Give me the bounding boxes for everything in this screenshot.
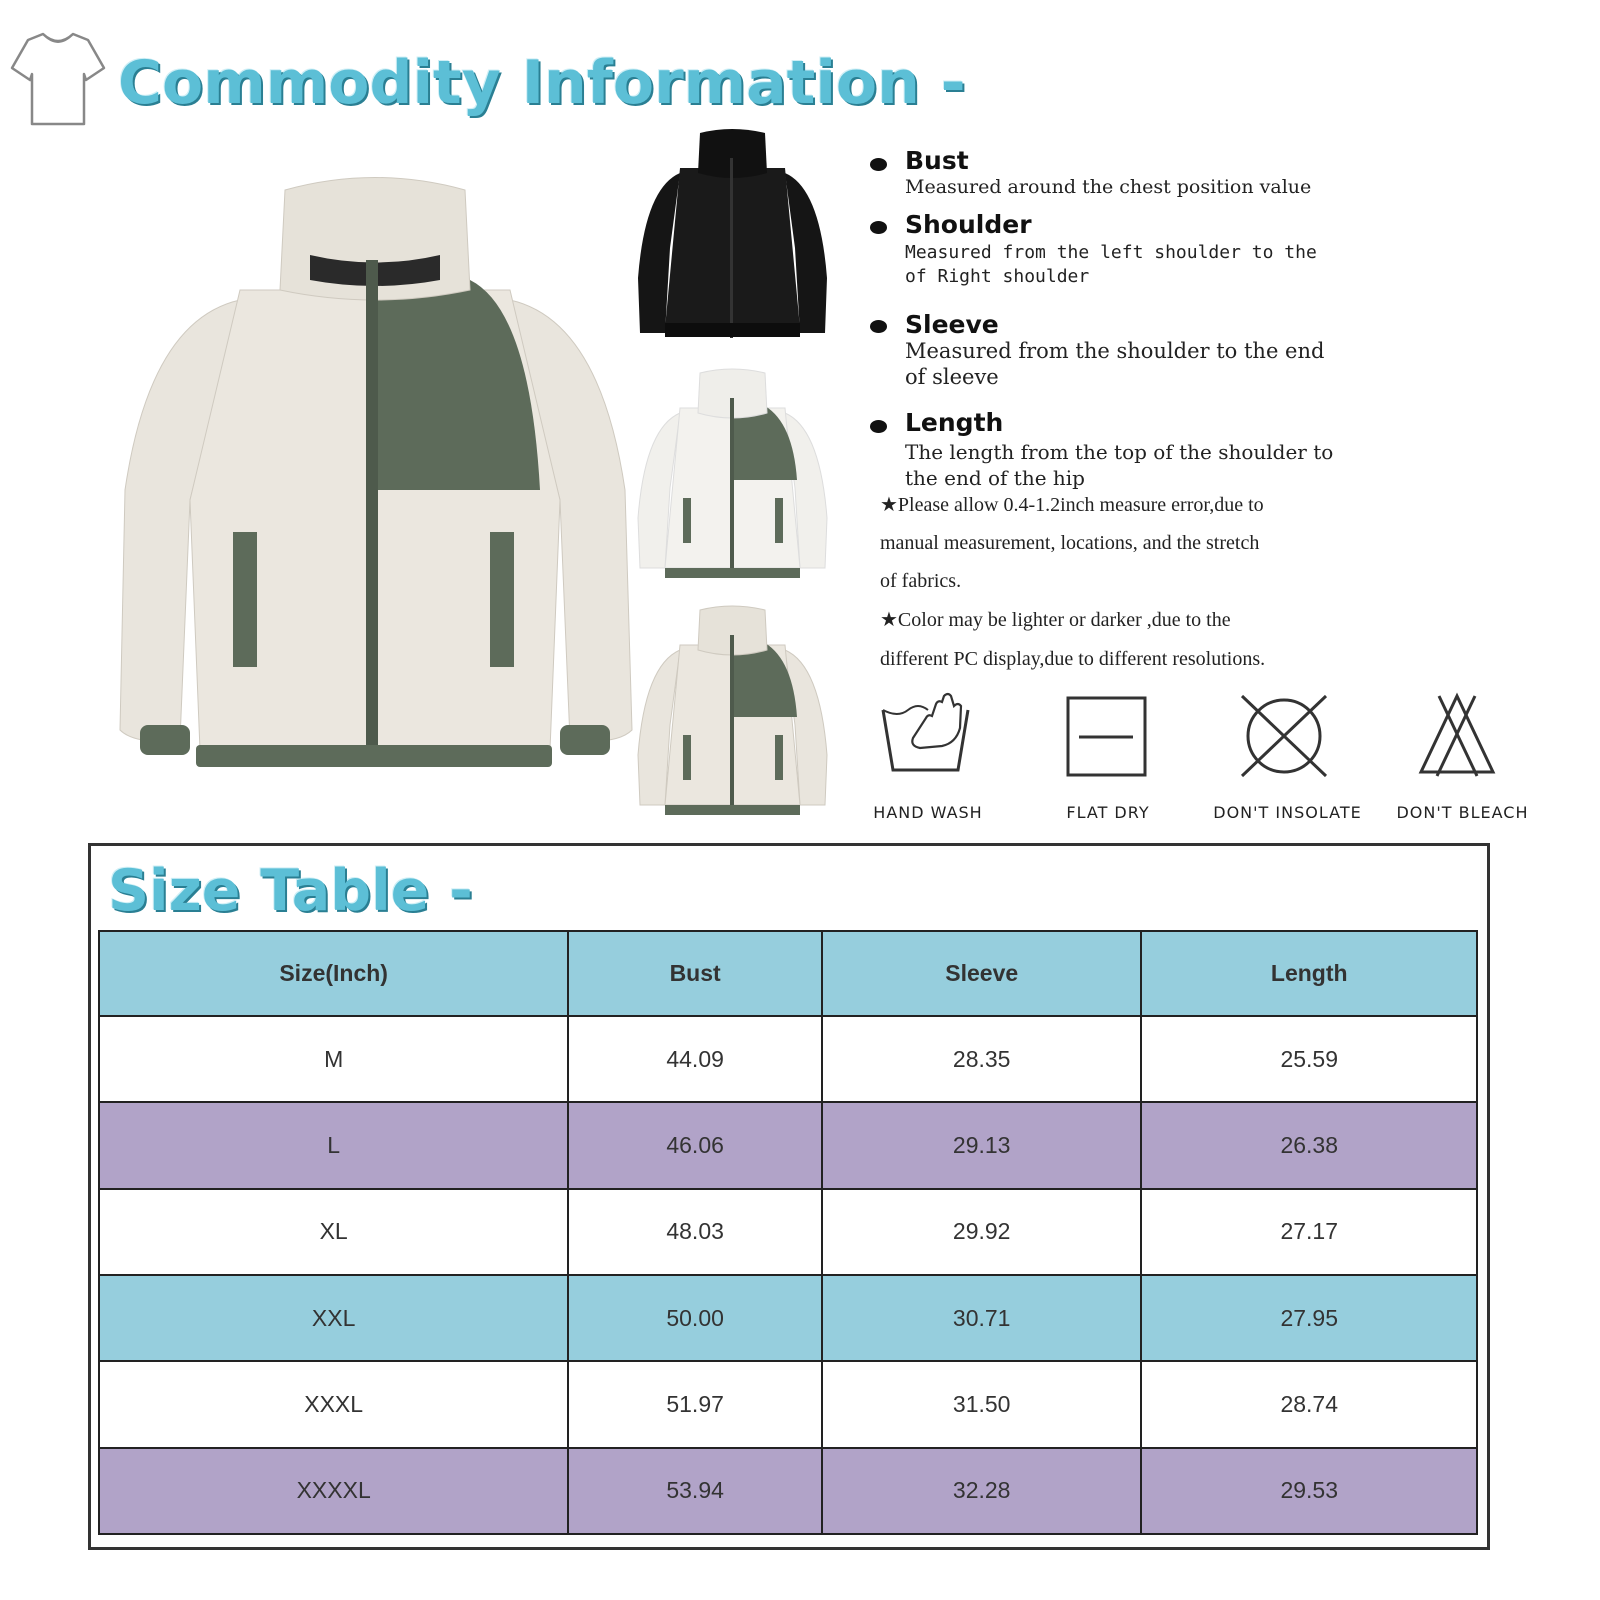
cell-size: L xyxy=(99,1102,568,1188)
cell-bust: 44.09 xyxy=(568,1016,822,1102)
note-line-1: ★Please allow 0.4-1.2inch measure error,due to xyxy=(880,494,1264,516)
note-line-5: different PC display,due to different resolutions. xyxy=(880,648,1266,670)
cell-length: 26.38 xyxy=(1141,1102,1477,1188)
header-sleeve: Sleeve xyxy=(822,931,1142,1016)
cell-length: 27.17 xyxy=(1141,1189,1477,1275)
note-line-3: of fabrics. xyxy=(880,570,962,592)
size-table-title: Size Table - xyxy=(108,858,473,924)
header-size: Size(Inch) xyxy=(99,931,568,1016)
jacket-white-image xyxy=(635,368,830,586)
care-label-dont-bleach: DON'T BLEACH xyxy=(1396,803,1529,822)
header-bust: Bust xyxy=(568,931,822,1016)
jacket-main-image xyxy=(110,170,640,780)
table-row xyxy=(99,1016,1477,1102)
care-label-dont-insolate: DON'T INSOLATE xyxy=(1213,803,1362,822)
spec-shoulder-desc-2: of Right shoulder xyxy=(905,266,1090,287)
table-row xyxy=(99,1102,1477,1188)
spec-shoulder-desc-1: Measured from the left shoulder to the xyxy=(905,242,1317,263)
bullet-icon xyxy=(870,221,887,234)
cell-size: XXXL xyxy=(99,1361,568,1447)
spec-bust-desc: Measured around the chest position value xyxy=(905,176,1312,198)
spec-shoulder-title: Shoulder xyxy=(905,210,1032,239)
header-length: Length xyxy=(1141,931,1477,1016)
note-line-4: ★Color may be lighter or darker ,due to the xyxy=(880,609,1231,631)
spec-length-title: Length xyxy=(905,408,1004,437)
table-row xyxy=(99,1275,1477,1361)
bullet-icon xyxy=(870,420,887,433)
dont-bleach-icon xyxy=(1417,692,1497,780)
spec-length-desc-1: The length from the top of the shoulder to xyxy=(905,440,1334,464)
jacket-cream-image xyxy=(635,605,830,823)
cell-sleeve: 29.92 xyxy=(822,1189,1142,1275)
cell-length: 27.95 xyxy=(1141,1275,1477,1361)
size-table-grid xyxy=(98,930,1478,1535)
cell-bust: 50.00 xyxy=(568,1275,822,1361)
cell-size: XL xyxy=(99,1189,568,1275)
bullet-icon xyxy=(870,320,887,333)
table-row xyxy=(99,1189,1477,1275)
cell-sleeve: 32.28 xyxy=(822,1448,1142,1534)
cell-length: 28.74 xyxy=(1141,1361,1477,1447)
page-title: Commodity Information - xyxy=(118,48,966,118)
dont-insolate-icon xyxy=(1238,692,1330,780)
spec-length-desc-2: the end of the hip xyxy=(905,466,1085,490)
cell-size: XXXXL xyxy=(99,1448,568,1534)
tshirt-icon xyxy=(8,28,108,128)
spec-sleeve-title: Sleeve xyxy=(905,310,999,339)
table-header-row xyxy=(99,931,1477,1016)
care-label-flat-dry: FLAT DRY xyxy=(1066,803,1150,822)
cell-length: 25.59 xyxy=(1141,1016,1477,1102)
spec-bust-title: Bust xyxy=(905,146,969,175)
care-label-hand-wash: HAND WASH xyxy=(873,803,983,822)
spec-sleeve-desc-2: of sleeve xyxy=(905,365,999,389)
cell-length: 29.53 xyxy=(1141,1448,1477,1534)
cell-sleeve: 29.13 xyxy=(822,1102,1142,1188)
cell-bust: 53.94 xyxy=(568,1448,822,1534)
cell-sleeve: 28.35 xyxy=(822,1016,1142,1102)
cell-size: XXL xyxy=(99,1275,568,1361)
cell-bust: 51.97 xyxy=(568,1361,822,1447)
cell-bust: 48.03 xyxy=(568,1189,822,1275)
bullet-icon xyxy=(870,158,887,171)
flat-dry-icon xyxy=(1065,695,1150,780)
spec-sleeve-desc-1: Measured from the shoulder to the end xyxy=(905,339,1325,363)
note-line-2: manual measurement, locations, and the stretch xyxy=(880,532,1260,554)
table-row xyxy=(99,1361,1477,1447)
table-row xyxy=(99,1448,1477,1534)
jacket-black-image xyxy=(635,128,830,350)
size-table xyxy=(98,930,1478,1535)
cell-bust: 46.06 xyxy=(568,1102,822,1188)
cell-size: M xyxy=(99,1016,568,1102)
hand-wash-icon xyxy=(878,688,978,778)
cell-sleeve: 30.71 xyxy=(822,1275,1142,1361)
cell-sleeve: 31.50 xyxy=(822,1361,1142,1447)
